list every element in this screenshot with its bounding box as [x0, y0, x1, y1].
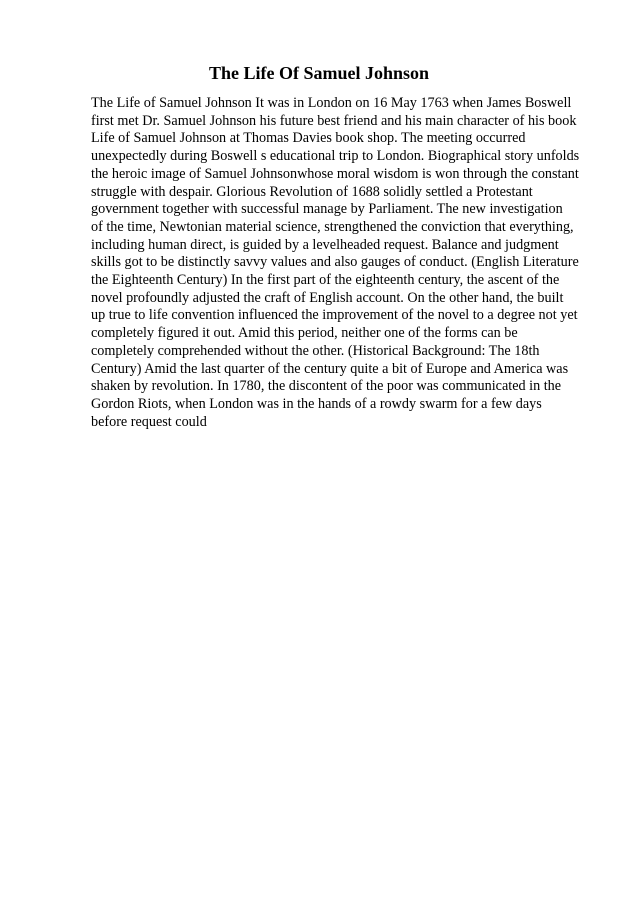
body-line: struggle with despair. Glorious Revolution of 1688 solidly settled a Protestant: [91, 183, 533, 200]
body-line: The Life of Samuel Johnson It was in London on 16 May 1763 when James Boswell: [91, 95, 572, 111]
body-line: government together with successful manage by Parliament. The new investigation: [91, 201, 563, 218]
body-line: of the time, Newtonian material science, strengthened the conviction that everything,: [91, 218, 574, 235]
body-line: completely comprehended without the other. (Historical Background: The 18th: [91, 342, 540, 359]
body-line: Century) Amid the last quarter of the century quite a bit of Europe and America was: [91, 360, 569, 377]
document-body: [91, 95, 611, 431]
body-line: including human direct, is guided by a levelheaded request. Balance and judgment: [91, 236, 559, 253]
body-line: unexpectedly during Boswell s educational trip to London. Biographical story unfolds: [91, 148, 580, 165]
body-line: novel profoundly adjusted the craft of English account. On the other hand, the built: [91, 289, 564, 306]
body-line: skills got to be distinctly savvy values and also gauges of conduct. (English Literature: [91, 254, 579, 271]
body-line: first met Dr. Samuel Johnson his future best friend and his main character of his book: [91, 112, 577, 129]
body-line: the heroic image of Samuel Johnsonwhose moral wisdom is won through the constant: [91, 165, 579, 182]
body-line: before request could: [91, 413, 207, 430]
body-line: Gordon Riots, when London was in the hands of a rowdy swarm for a few days: [91, 395, 542, 412]
document-title: The Life Of Samuel Johnson: [208, 63, 430, 83]
body-line: shaken by revolution. In 1780, the discontent of the poor was communicated in the: [91, 378, 562, 395]
body-line: Life of Samuel Johnson at Thomas Davies book shop. The meeting occurred: [91, 130, 526, 147]
body-line: up true to life convention influenced the improvement of the novel to a degree not yet: [91, 307, 578, 324]
body-line: completely figured it out. Amid this period, neither one of the forms can be: [91, 325, 518, 342]
body-line: the Eighteenth Century) In the first part of the eighteenth century, the ascent of the: [91, 272, 560, 289]
